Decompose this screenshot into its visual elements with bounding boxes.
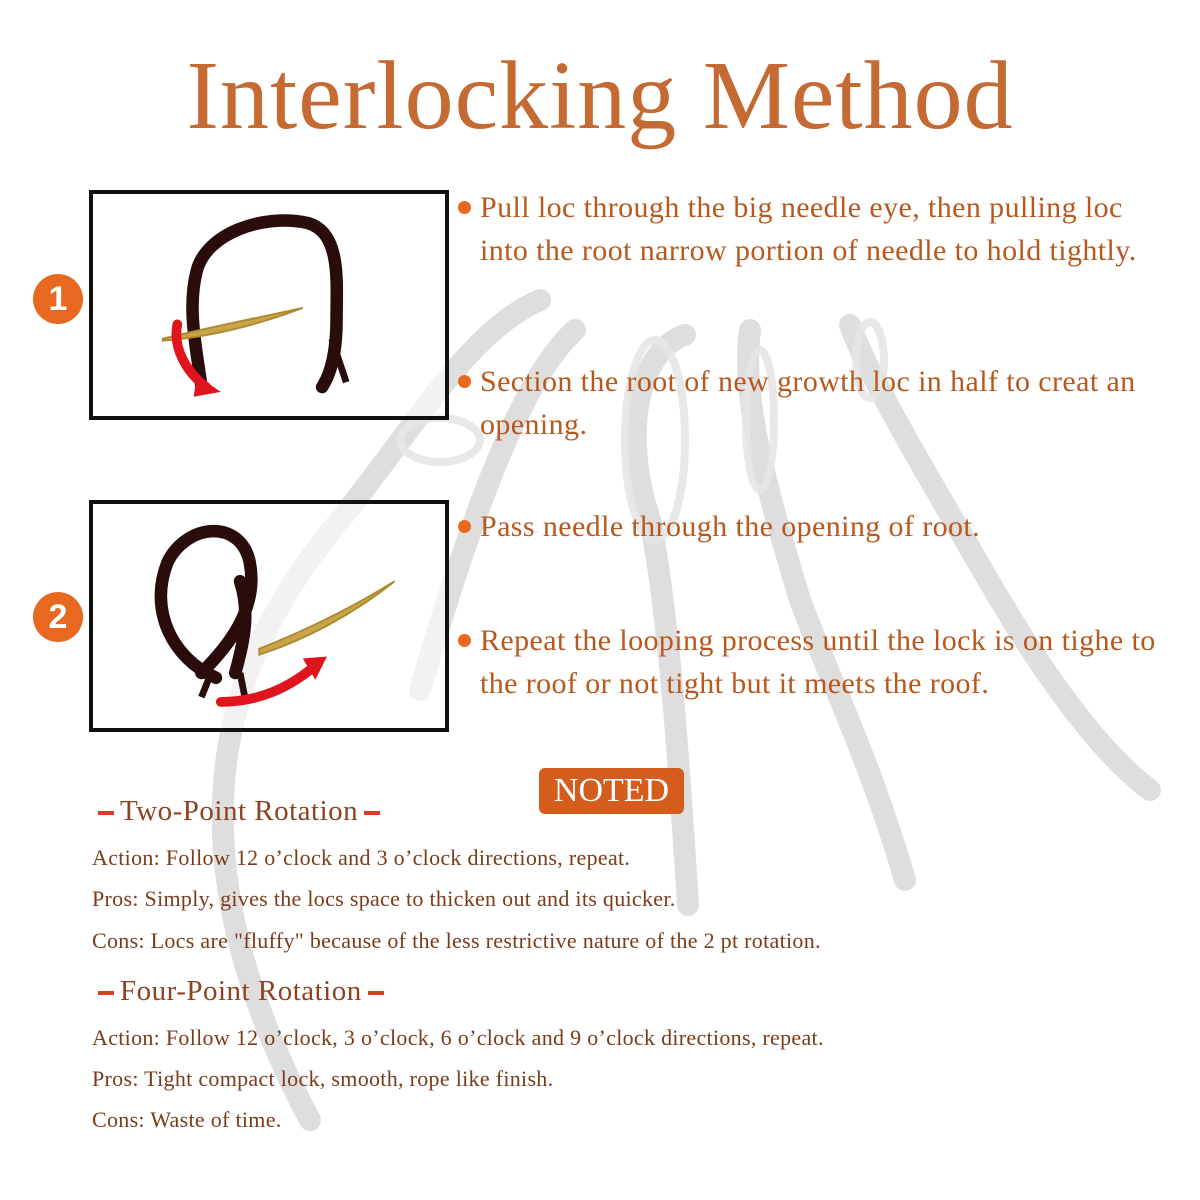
step-number-icon: 1 bbox=[33, 274, 83, 324]
page-title: Interlocking Method bbox=[186, 42, 1014, 150]
bullet-dot-icon bbox=[458, 634, 471, 647]
step-2-illustration bbox=[89, 500, 449, 732]
four-point-action: Action: Follow 12 o’clock, 3 o’clock, 6 o’clock and 9 o’clock directions, repeat. bbox=[92, 1025, 824, 1050]
bullet-text: Pass needle through the opening of root. bbox=[480, 510, 981, 543]
instruction-bullet bbox=[458, 619, 1168, 705]
instruction-bullet bbox=[458, 505, 1168, 548]
instruction-bullet bbox=[458, 186, 1168, 272]
two-point-action: Action: Follow 12 o’clock and 3 o’clock directions, repeat. bbox=[92, 845, 631, 870]
bullet-dot-icon bbox=[458, 375, 471, 388]
bullet-text: Repeat the looping process until the lock is on tighe to the roof or not tight but it meets the roof. bbox=[480, 624, 1156, 700]
bullet-text: Section the root of new growth loc in half to creat an opening. bbox=[480, 365, 1136, 441]
two-point-pros: Pros: Simply, gives the locs space to thicken out and its quicker. bbox=[92, 886, 676, 911]
section-heading-four-point: Four-Point Rotation bbox=[92, 975, 390, 1008]
four-point-cons: Cons: Waste of time. bbox=[92, 1107, 282, 1132]
step-1-illustration bbox=[89, 190, 449, 420]
four-point-pros: Pros: Tight compact lock, smooth, rope like finish. bbox=[92, 1066, 554, 1091]
noted-badge: NOTED bbox=[539, 768, 684, 814]
section-heading-two-point: Two-Point Rotation bbox=[92, 795, 386, 828]
loc-needle-illustration bbox=[93, 194, 445, 416]
two-point-cons: Cons: Locs are "fluffy" because of the less restrictive nature of the 2 pt rotation. bbox=[92, 928, 821, 953]
bullet-dot-icon bbox=[458, 201, 471, 214]
instruction-bullet bbox=[458, 360, 1168, 446]
step-number-icon: 2 bbox=[33, 592, 83, 642]
bullet-dot-icon bbox=[458, 520, 471, 533]
bullet-text: Pull loc through the big needle eye, then pulling loc into the root narrow portion of needle to hold tightly. bbox=[480, 191, 1137, 267]
loc-needle-illustration bbox=[93, 504, 445, 728]
